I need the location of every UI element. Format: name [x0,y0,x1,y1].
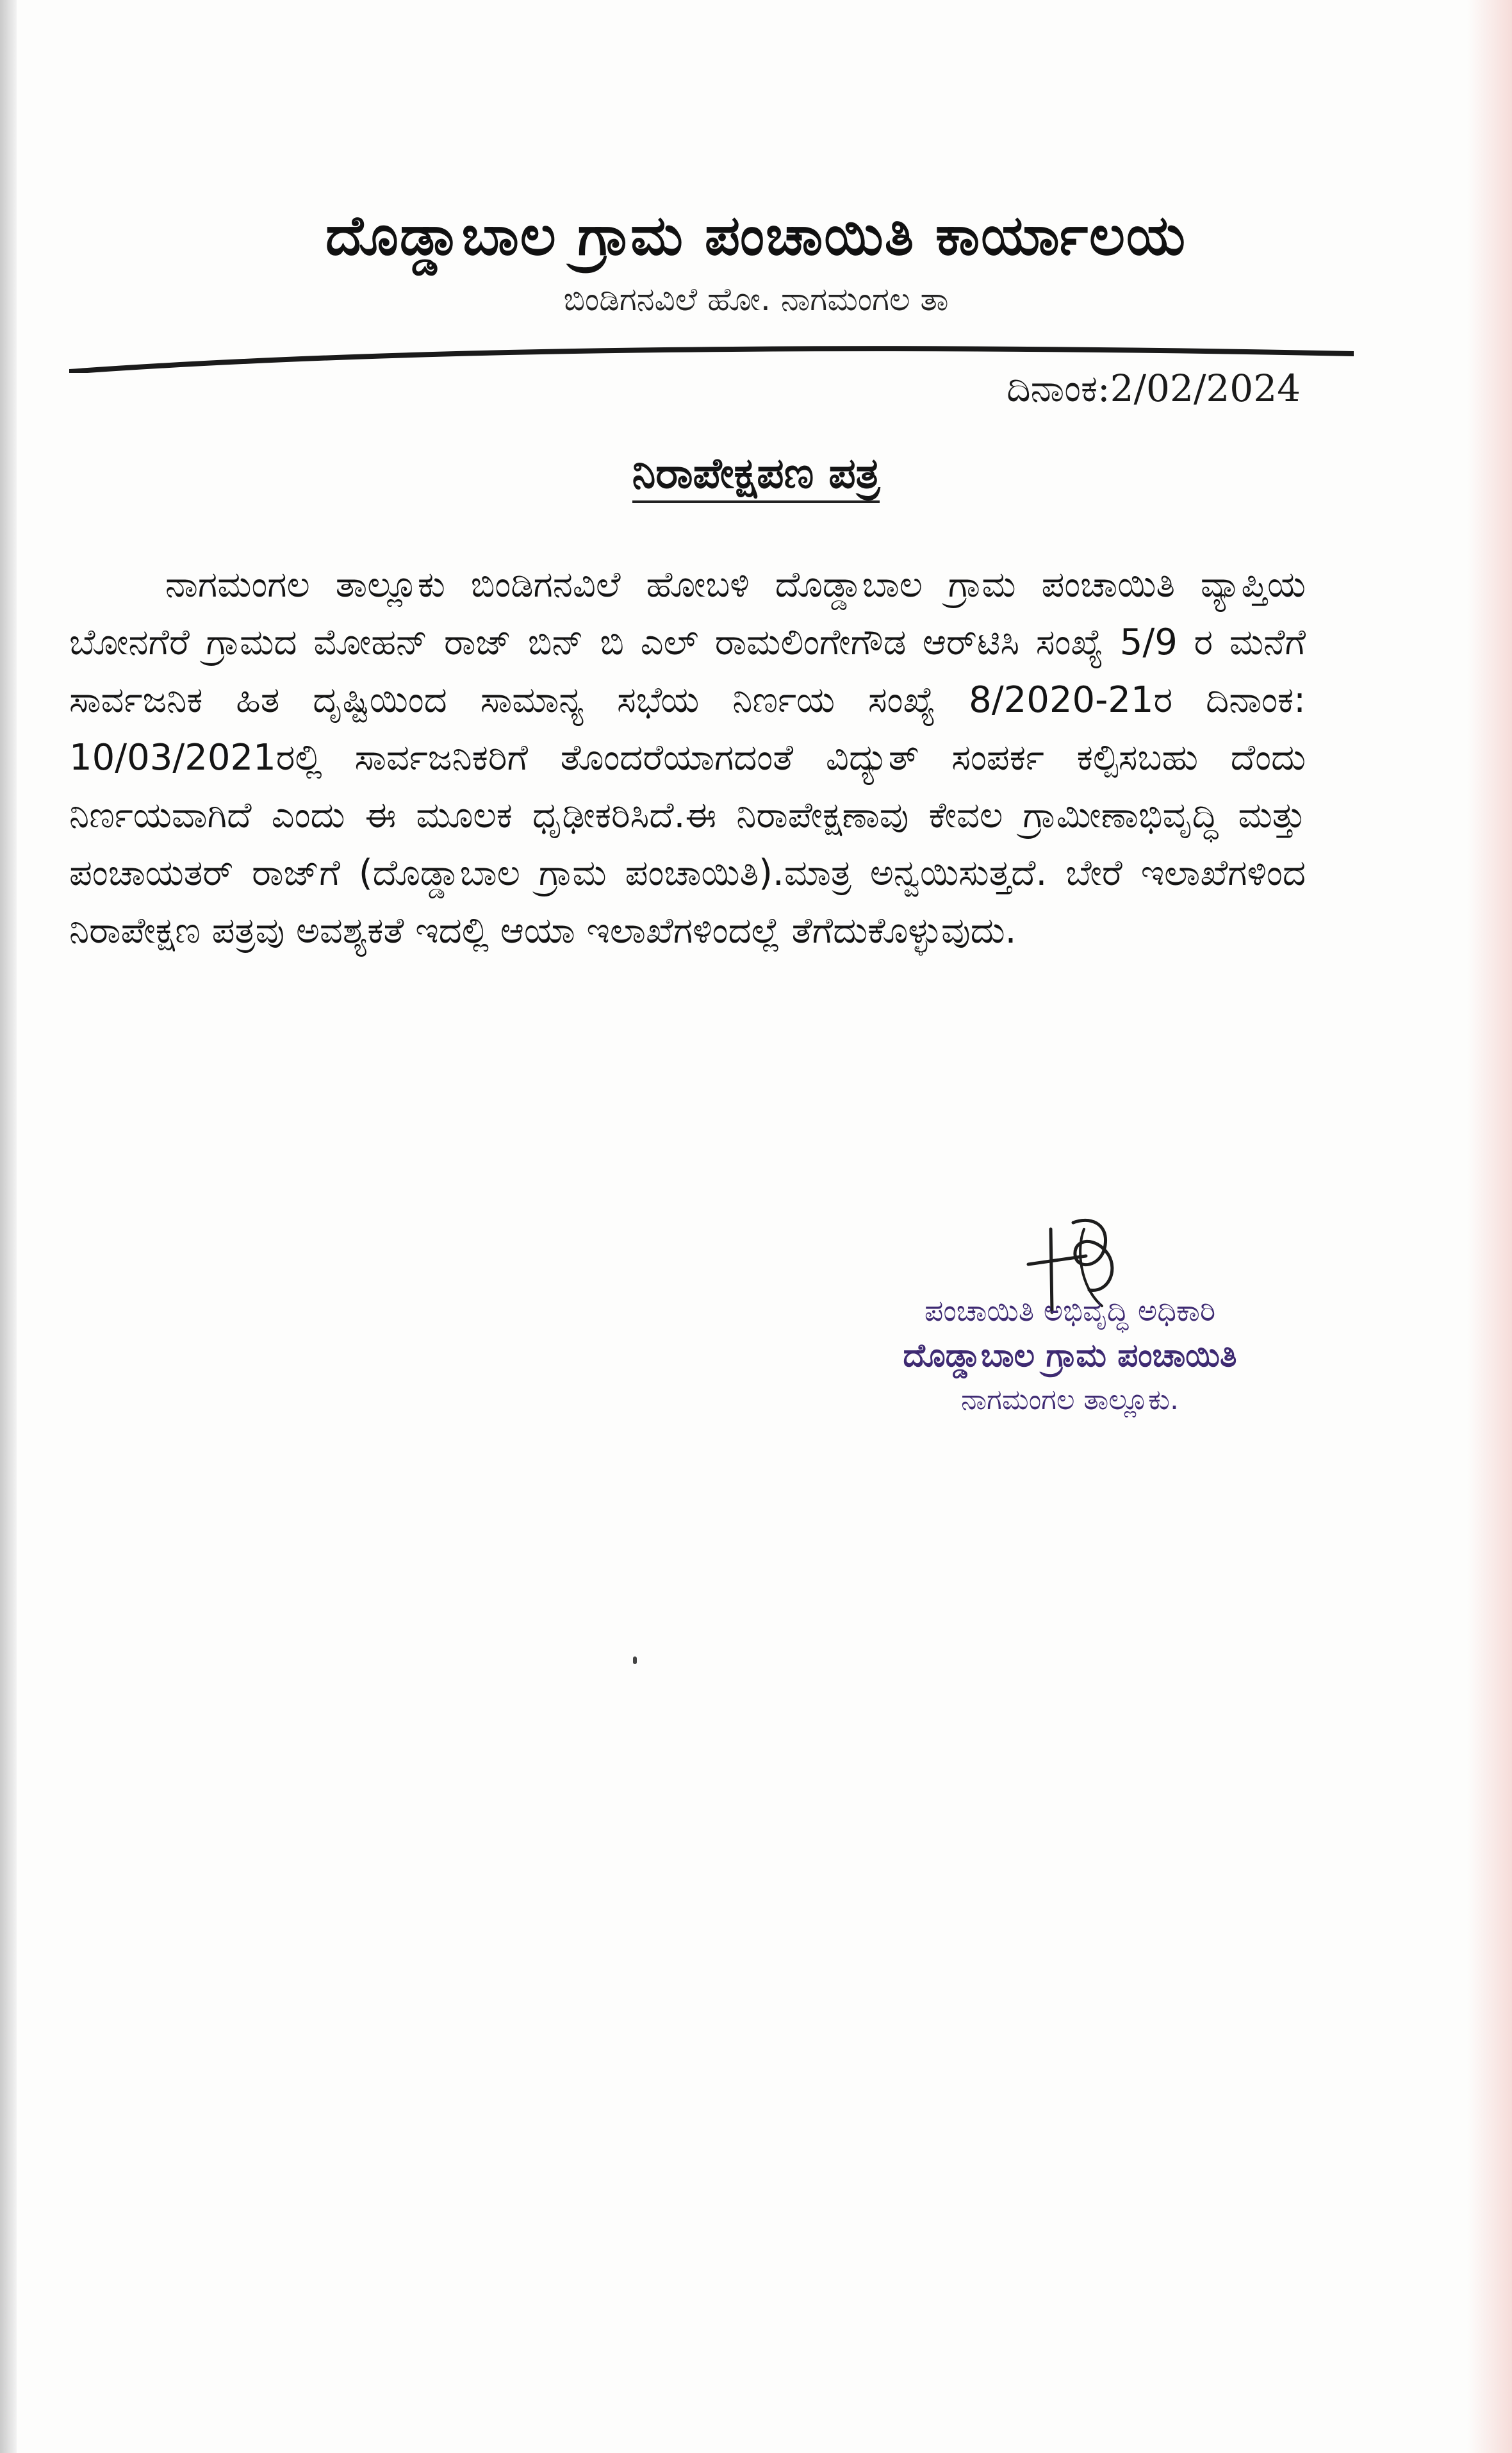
letter-date: ದಿನಾಂಕ:2/02/2024 [1007,367,1301,410]
office-name-heading: ದೊಡ್ಡಾಬಾಲ ಗ್ರಾಮ ಪಂಚಾಯಿತಿ ಕಾರ್ಯಾಲಯ [325,204,1187,268]
letter-body: ನಾಗಮಂಗಲ ತಾಲ್ಲೂಕು ಬಿಂಡಿಗನವಿಲೆ ಹೋಬಳಿ ದೊಡ್ಡಾಬಾಲ ಗ್ರಾಮ ಪಂಚಾಯಿತಿ ವ್ಯಾಪ್ತಿಯ ಬೋನಗೆರೆ ಗ್ರಾಮದ ಮೋಹನ್ ರಾಜ್ ಬಿನ್ ಬಿ ಎಲ್ ರಾಮಲಿಂಗೇಗೌಡ ಆರ್‌ಟಿಸಿ ಸಂಖ್ಯೆ 5/9 ರ ಮನೆಗೆ ಸಾರ್ವಜನಿಕ ಹಿತ ದೃಷ್ಟಿಯಿಂದ ಸಾಮಾನ್ಯ ಸಭೆಯ ನಿರ್ಣಯ ಸಂಖ್ಯೆ 8/2020-21ರ ದಿನಾಂಕ: 10/03/2021ರಲ್ಲಿ ಸಾರ್ವಜನಿಕರಿಗೆ ತೊಂದರೆಯಾಗದಂತೆ ವಿದ್ಯುತ್ ಸಂಪರ್ಕ ಕಲ್ಪಿಸಬಹು ದೆಂದು ನಿರ್ಣಯವಾಗಿದೆ ಎಂದು ಈ ಮೂಲಕ ಧೃಢೀಕರಿಸಿದೆ.ಈ ನಿರಾಪೇಕ್ಷಣಾವು ಕೇವಲ ಗ್ರಾಮೀಣಾಭಿವೃದ್ಧಿ ಮತ್ತು ಪಂಚಾಯತರ್ ರಾಜ್‌ಗೆ (ದೊಡ್ಡಾಬಾಲ ಗ್ರಾಮ ಪಂಚಾಯಿತಿ).ಮಾತ್ರ ಅನ್ವಯಿಸುತ್ತದೆ. ಬೇರೆ ಇಲಾಖೆಗಳಿಂದ ನಿರಾಪೇಕ್ಷಣ ಪತ್ರವು ಅವಶ್ಯಕತೆ ಇದಲ್ಲಿ ಆಯಾ ಇಲಾಖೆಗಳಿಂದಲ್ಲೆ ತೆಗೆದುಕೊಳ್ಳುವುದು. [69,564,1306,952]
ink-speck [633,1656,637,1664]
stamp-office: ದೊಡ್ಡಾಬಾಲ ಗ್ರಾಮ ಪಂಚಾಯಿತಿ [903,1337,1237,1374]
binding-shadow [0,0,17,2453]
stamp-designation: ಪಂಚಾಯಿತಿ ಅಭಿವೃದ್ಧಿ ಅಧಿಕಾರಿ [924,1293,1216,1328]
stamp-taluk: ನಾಗಮಂಗಲ ತಾಲ್ಲೂಕು. [961,1383,1179,1416]
office-address: ಬಿಂಡಿಗನವಿಲೆ ಹೋ. ನಾಗಮಂಗಲ ತಾ [563,281,949,318]
official-stamp [826,1288,1313,1423]
letter-title-text: ನಿರಾಪೇಕ್ಷಪಣ ಪತ್ರ [632,449,880,503]
page-edge-tint [1467,0,1512,2453]
letter-title [0,449,1512,499]
